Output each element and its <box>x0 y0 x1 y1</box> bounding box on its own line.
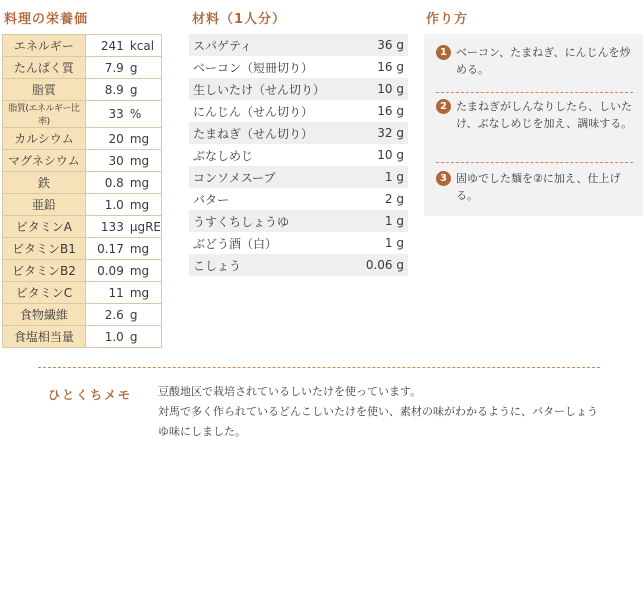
nutrition-row <box>3 150 162 172</box>
nutrient-value: 133 <box>100 219 124 234</box>
nutrient-value-cell <box>85 57 161 79</box>
step-item <box>436 170 633 204</box>
nutrient-name: たんぱく質 <box>3 57 86 79</box>
nutrient-unit: mg <box>129 175 150 190</box>
nutrient-name: 食塩相当量 <box>3 326 86 348</box>
nutrition-row <box>3 172 162 194</box>
ingredient-row <box>189 188 408 210</box>
nutrient-value-cell <box>85 238 161 260</box>
nutrient-value: 20 <box>108 131 124 146</box>
nutrient-unit: g <box>129 307 138 322</box>
ingredient-name: にんじん（せん切り） <box>193 104 314 119</box>
ingredient-quantity: 1 g <box>384 236 404 250</box>
ingredient-quantity: 16 g <box>377 104 404 118</box>
steps-panel <box>424 34 643 216</box>
nutrient-value-cell <box>85 216 161 238</box>
nutrient-value-cell <box>85 194 161 216</box>
ingredient-quantity: 16 g <box>377 60 404 74</box>
nutrient-name: 食物繊維 <box>3 304 86 326</box>
nutrient-name: エネルギー <box>3 35 86 57</box>
nutrition-row <box>3 216 162 238</box>
ingredients-title: 材料（1人分） <box>192 12 287 27</box>
nutrient-value: 0.8 <box>104 175 124 190</box>
nutrition-row <box>3 194 162 216</box>
ingredient-name: コンソメスープ <box>189 166 354 188</box>
nutrition-title: 料理の栄養価 <box>4 12 89 27</box>
ingredient-name: バター <box>193 192 230 207</box>
nutrient-name: ビタミンC <box>3 282 86 304</box>
step-number-badge: 1 <box>436 45 451 60</box>
nutrition-table <box>2 34 162 348</box>
nutrient-value: 1.0 <box>104 197 124 212</box>
ingredient-quantity: 0.06 g <box>354 254 408 276</box>
nutrient-unit: g <box>129 60 138 75</box>
ingredient-name: 生しいたけ（せん切り） <box>189 78 354 100</box>
nutrient-unit: mg <box>129 241 150 256</box>
nutrient-unit: μgRE <box>129 219 161 234</box>
ingredient-row <box>189 210 408 232</box>
nutrient-unit: mg <box>129 153 150 168</box>
ingredient-quantity: 36 g <box>354 34 408 56</box>
nutrient-unit: mg <box>129 131 150 146</box>
nutrient-value: 2.6 <box>104 307 124 322</box>
nutrition-row <box>3 304 162 326</box>
nutrition-row <box>3 238 162 260</box>
ingredient-name: スパゲティ <box>189 34 354 56</box>
ingredient-name: ぶなしめじ <box>193 148 254 163</box>
nutrient-value-cell <box>85 172 161 194</box>
nutrient-name: ビタミンB2 <box>3 260 86 282</box>
memo-line: 豆酸地区で栽培されているしいたけを使っています。 <box>158 385 422 398</box>
nutrition-row <box>3 79 162 101</box>
step-text: ベーコン、たまねぎ、にんじんを炒める。 <box>456 46 631 76</box>
nutrient-name: カルシウム <box>3 128 86 150</box>
nutrient-unit: % <box>129 107 142 121</box>
nutrition-row <box>3 282 162 304</box>
nutrient-name: マグネシウム <box>3 150 86 172</box>
step-divider <box>436 162 633 163</box>
ingredient-row <box>189 166 408 188</box>
nutrition-row <box>3 35 162 57</box>
nutrient-value-cell <box>85 304 161 326</box>
ingredient-row <box>189 144 408 166</box>
ingredient-name: ぶどう酒（白） <box>193 236 278 251</box>
ingredient-row <box>189 254 408 276</box>
nutrient-value: 1.0 <box>104 329 124 344</box>
nutrient-unit: g <box>129 329 138 344</box>
ingredient-quantity: 1 g <box>354 166 408 188</box>
nutrient-name: 脂質(エネルギー比率) <box>3 101 86 128</box>
nutrient-value: 0.17 <box>97 241 124 256</box>
ingredient-name: うすくちしょうゆ <box>189 210 354 232</box>
nutrient-value-cell <box>85 35 161 57</box>
nutrient-value-cell <box>85 79 161 101</box>
memo-text <box>158 382 608 442</box>
nutrient-name: 脂質 <box>3 79 86 101</box>
nutrient-name: 亜鉛 <box>3 194 86 216</box>
step-item <box>436 44 633 78</box>
nutrient-value-cell <box>85 326 161 348</box>
ingredient-row <box>189 100 408 122</box>
step-text: たまねぎがしんなりしたら、しいたけ、ぶなしめじを加え、調味する。 <box>456 100 633 130</box>
ingredient-row <box>189 122 408 144</box>
memo-line: 対馬で多く作られているどんこしいたけを使い、素材の味がわかるように、バターしょうゆ味にしました。 <box>158 405 598 438</box>
nutrient-unit: mg <box>129 197 150 212</box>
nutrient-name: 鉄 <box>3 172 86 194</box>
nutrition-row <box>3 260 162 282</box>
ingredient-name: こしょう <box>189 254 354 276</box>
step-text: 固ゆでした麺を②に加え、仕上げる。 <box>456 172 621 202</box>
nutrient-value: 8.9 <box>104 82 124 97</box>
nutrient-value-cell <box>85 282 161 304</box>
ingredient-quantity: 2 g <box>384 192 404 206</box>
nutrition-row <box>3 101 162 128</box>
ingredient-quantity: 1 g <box>354 210 408 232</box>
nutrient-value: 30 <box>108 153 124 168</box>
nutrient-value: 241 <box>100 38 124 53</box>
nutrition-row <box>3 128 162 150</box>
nutrient-unit: mg <box>129 285 150 300</box>
nutrient-unit: mg <box>129 263 150 278</box>
nutrition-row <box>3 326 162 348</box>
nutrient-name: ビタミンB1 <box>3 238 86 260</box>
memo-divider <box>38 367 600 368</box>
step-item <box>436 98 633 132</box>
nutrient-name: ビタミンA <box>3 216 86 238</box>
ingredients-table <box>189 34 408 276</box>
nutrient-unit: g <box>129 82 138 97</box>
steps-title: 作り方 <box>426 12 469 27</box>
step-divider <box>436 92 633 93</box>
step-number-badge: 2 <box>436 99 451 114</box>
ingredient-name: たまねぎ（せん切り） <box>189 122 354 144</box>
nutrient-unit: kcal <box>129 38 155 53</box>
nutrient-value-cell <box>85 128 161 150</box>
ingredient-quantity: 10 g <box>354 78 408 100</box>
ingredient-row <box>189 56 408 78</box>
ingredient-quantity: 32 g <box>354 122 408 144</box>
nutrient-value: 33 <box>108 107 124 121</box>
ingredient-name: ベーコン（短冊切り） <box>193 60 314 75</box>
nutrient-value-cell <box>85 101 161 128</box>
step-number-badge: 3 <box>436 171 451 186</box>
ingredient-row <box>189 34 408 56</box>
nutrient-value-cell <box>85 150 161 172</box>
nutrition-row <box>3 57 162 79</box>
ingredient-row <box>189 232 408 254</box>
nutrient-value: 0.09 <box>97 263 124 278</box>
ingredient-quantity: 10 g <box>377 148 404 162</box>
nutrient-value: 7.9 <box>104 60 124 75</box>
nutrient-value-cell <box>85 260 161 282</box>
nutrient-value: 11 <box>108 285 124 300</box>
memo-title: ひとくちメモ <box>48 388 133 402</box>
ingredient-row <box>189 78 408 100</box>
